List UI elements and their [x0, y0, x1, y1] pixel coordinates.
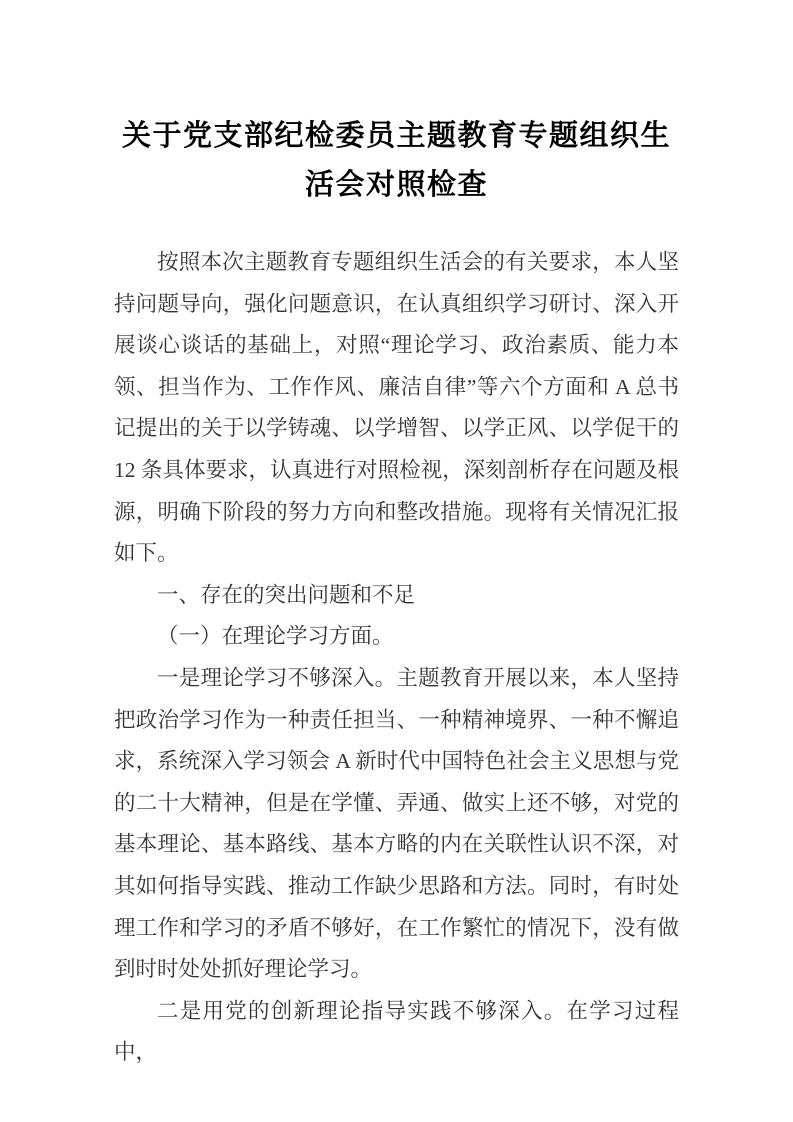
body-paragraph-issue-2: 二是用党的创新理论指导实践不够深入。在学习过程中， [114, 998, 679, 1065]
document-title: 关于党支部纪检委员主题教育专题组织生活会对照检查 [121, 120, 671, 201]
intro-paragraph: 按照本次主题教育专题组织生活会的有关要求，本人坚持问题导向，强化问题意识，在认真组织学习研讨、深入开展谈心谈话的基础上，对照“理论学习、政治素质、能力本领、担当作为、工作作风、廉洁自律”等六个方面和 A 总书记提出的关于以学铸魂、以学增智、以学正风、以学促干的 12 条具体要求，认真进行对照检视，深刻剖析存在问题及根源，明确下阶段的努力方向和整改措施。现将有关情况汇报如下。 [114, 250, 679, 566]
body-paragraph-issue-1: 一是理论学习不够深入。主题教育开展以来，本人坚持把政治学习作为一种责任担当、一种精神境界、一种不懈追求，系统深入学习领会 A 新时代中国特色社会主义思想与党的二十大精神，但是在学懂、弄通、做实上还不够，对党的基本理论、基本路线、基本方略的内在关联性认识不深，对其如何指导实践、推动工作缺少思路和方法。同时，有时处理工作和学习的矛盾不够好，在工作繁忙的情况下，没有做到时时处处抓好理论学习。 [114, 665, 679, 982]
subsection-heading-theory-study: （一）在理论学习方面。 [157, 624, 394, 649]
section-heading-problems: 一、存在的突出问题和不足 [157, 582, 416, 607]
